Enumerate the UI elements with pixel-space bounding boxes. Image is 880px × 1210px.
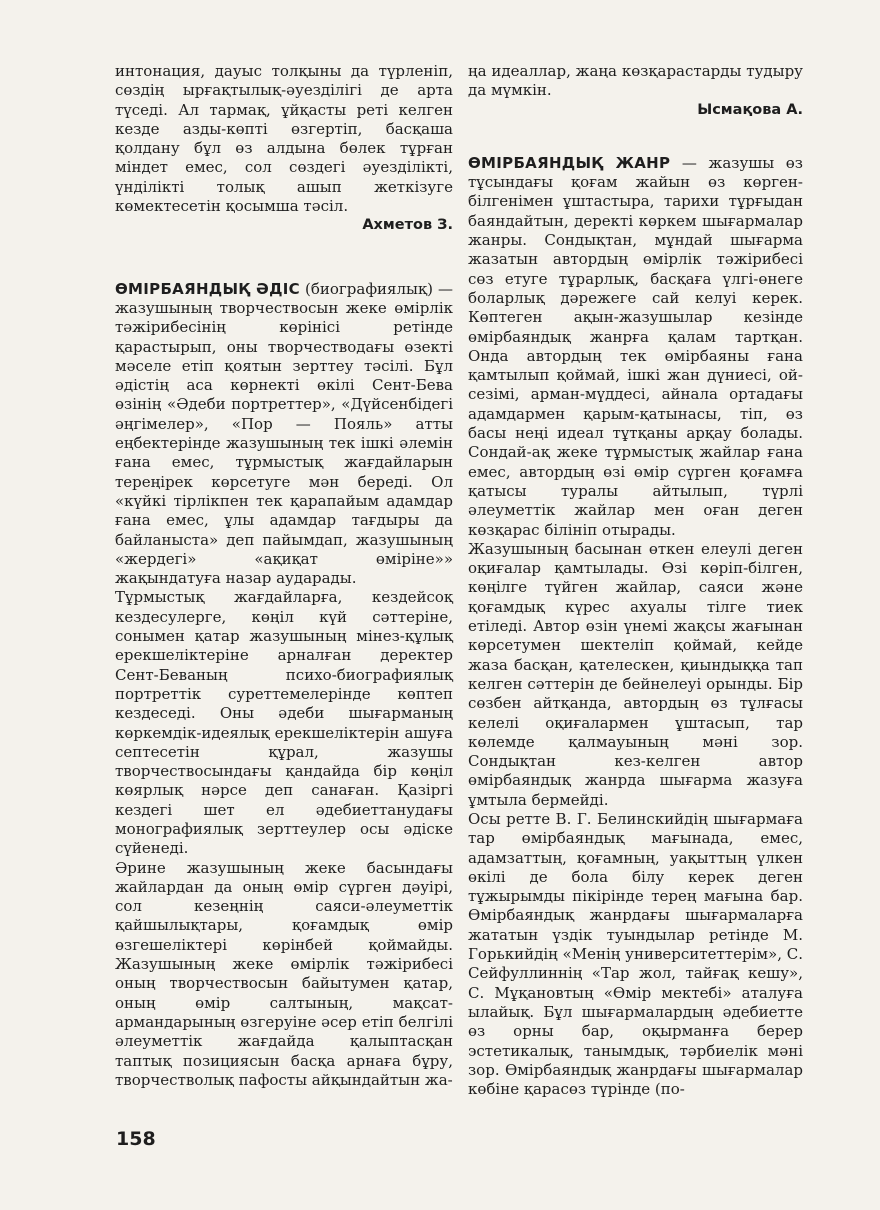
section-gap [468, 120, 803, 154]
entry-term: ӨМIРБАЯНДЫҚ ЖАНР [468, 153, 671, 172]
continuation-author: Ысмақова А. [697, 101, 803, 118]
continuation-paragraph: ңа идеаллар, жаңа көзқарастарды тудыру да мүмкiн. [468, 62, 803, 100]
entry-paragraph: Тұрмыстық жағдайларға, кездейсоқ кездесулерге, көңiл күй сәттерiне, сонымен қатар жазушының мiнез-құлық ерекшелiктерiне арналған деректер Сент-Беваның психо-биографиялық портреттiк суреттемелерiнде көптеп кездеседi. Оны әдеби шығарманың көркемдiк-идеялық ерекшелiктерiн ашуға септесетiн құрал, жазушы творчествосындағы қандайда бiр көңiл көярлық нәрсе деп санаған. Қазiргi кездегi шет ел әдебиеттанудағы монографиялық зерттеулер осы әдiске сүйенедi. [115, 588, 453, 858]
entry-text: (биографиялық) — жазушының творчествосын жеке өмiрлiк тәжiрибесiнiң көрiнiсi ретiнде қарастырып, оны творчестводағы өзектi мәселе етiп қоятын зерттеу тәсiлi. Бұл әдiстiң аса көрнектi өкiлi Сент-Бева өзiнiң «Әдеби портреттер», «Дүйсенбiдегi әңгiмелер», «Пор — Пояль» атты еңбектерiнде жазушының тек iшкi әлемiн ғана емес, тұрмыстық жағдайларын тереңiрек көрсетуге мән бередi. Ол «күйкi тiрлiкпен тек қарапайым адамдар ғана емес, ұлы адамдар тағдыры да байланыста» деп пайымдап, жазушының «жердегi» «ақиқат өмiрiне»» жақындатуға назар аударады. [115, 279, 453, 588]
right-column [468, 62, 803, 1099]
intro-paragraph: интонация, дауыс толқыны да түрленiп, сөздiң ырғақтылық-әуездiлiгi де арта түседi. Ал тармақ, ұйқасты ретi келген кезде азды-көптi өзгертiп, басқаша қолдану бұл өз алдына бөлек тұрған мiндет емес, сол сөздегi әуездiлiктi, үндiлiктi толық ашып жеткiзуге көмектесетiн қосымша тәсiл. [115, 62, 453, 216]
entry-paragraph: Жазушының басынан өткен елеулi деген оқиғалар қамтылады. Өзi көрiп-бiлген, көңiлге түйген жайлар, саяси және қоғамдық күрес ахуалы тiлге тиек етiледi. Автор өзiн үнемi жақсы жағынан көрсетумен шектелiп қоймай, кейде жаза басқан, қателескен, қиындыққа тап келген сәттерiн де бейнелеуi орынды. Бiр сөзбен айтқанда, автордың өз тұлғасы келелi оқиғалармен ұштасып, тар көлемде қалмауының мәнi зор. Сондықтан кез-келген автор өмiрбаяндық жанрда шығарма жазуға ұмтыла бермейдi. [468, 539, 803, 809]
entry-paragraph: Осы ретте В. Г. Белинскийдiң шығармаға тар өмiрбаяндық мағынада, емес, адамзаттың, қоғамның, уақыттың үлкен өкiлi де бола бiлу керек деген тұжырымды пiкiрiнде терең мағына бар. Өмiрбаяндық жанрдағы шығармаларға жататын үздiк туындылар ретiнде М. Горькийдiң «Менiң университеттерiм», С. Сейфуллиннiң «Тар жол, тайғақ кешу», С. Мұқановтың «Өмiр мектебi» аталуға ылайық. Бұл шығармалардың әдебиетте өз орны бар, оқырманға берер эстетикалық, танымдық, тәрбиелiк мәнi зор. Өмiрбаяндық жанрдағы шығармалар көбiне қарасөз түрiнде (по- [468, 809, 803, 1099]
left-column [115, 62, 453, 1090]
section-gap [115, 236, 453, 280]
entry-paragraph: Әрине жазушының жеке басындағы жайлардан да оның өмiр сүрген дәуiрi, сол кезеңнiң саяси-әлеуметтiк қайшылықтары, қоғамдық өмiр өзгешелiктерi көрiнбей қоймайды. Жазушының жеке өмiрлiк тәжiрибесi оның творчествосын байытумен қатар, оның өмiр салтының, мақсат-армандарының өзгеруiне әсер етiп белгiлi әлеуметтiк жағдайда қалыптасқан таптық позициясын басқа арнаға бұру, творчестволық пафосты айқындайтын жа- [115, 858, 453, 1089]
entry-text: — жазушы өз тұсындағы қоғам жайын өз көрген-бiлгенiмен ұштастыра, тарихи тұрғыдан баяндайтын, деректi көркем шығармалар жанры. Сондықтан, мұндай шығарма жазатын автордың өмiрлiк тәжiрибесi сөз етуге тұрарлық, басқаға үлгi-өнеге боларлық дәрежеге сай келуi керек. Көптеген ақын-жазушылар кезiнде өмiрбаяндық жанрға қалам тартқан. Онда автордың тек өмiрбаяны ғана қамтылып қоймай, iшкi жан дүниесi, ой-сезiмi, арман-мүддесi, айнала ортадағы адамдармен қарым-қатынасы, тiп, өз басы неңi идеал тұтқаны арқау болады. Сондай-ақ жеке тұрмыстық жайлар ғана емес, автордың өзi өмiр сүрген қоғамға қатысы туралы айтылып, түрлi әлеуметтiк жайлар мен оған деген көзқарас бiлiнiп отырады. [468, 153, 803, 539]
entry-term: ӨМIРБАЯНДЫҚ ӘДIС [115, 279, 300, 298]
entry-biographical-genre [468, 154, 803, 540]
entry-biographical-method [115, 280, 453, 589]
intro-author: Ахметов З. [362, 217, 453, 234]
page-number: 158 [116, 1128, 156, 1150]
